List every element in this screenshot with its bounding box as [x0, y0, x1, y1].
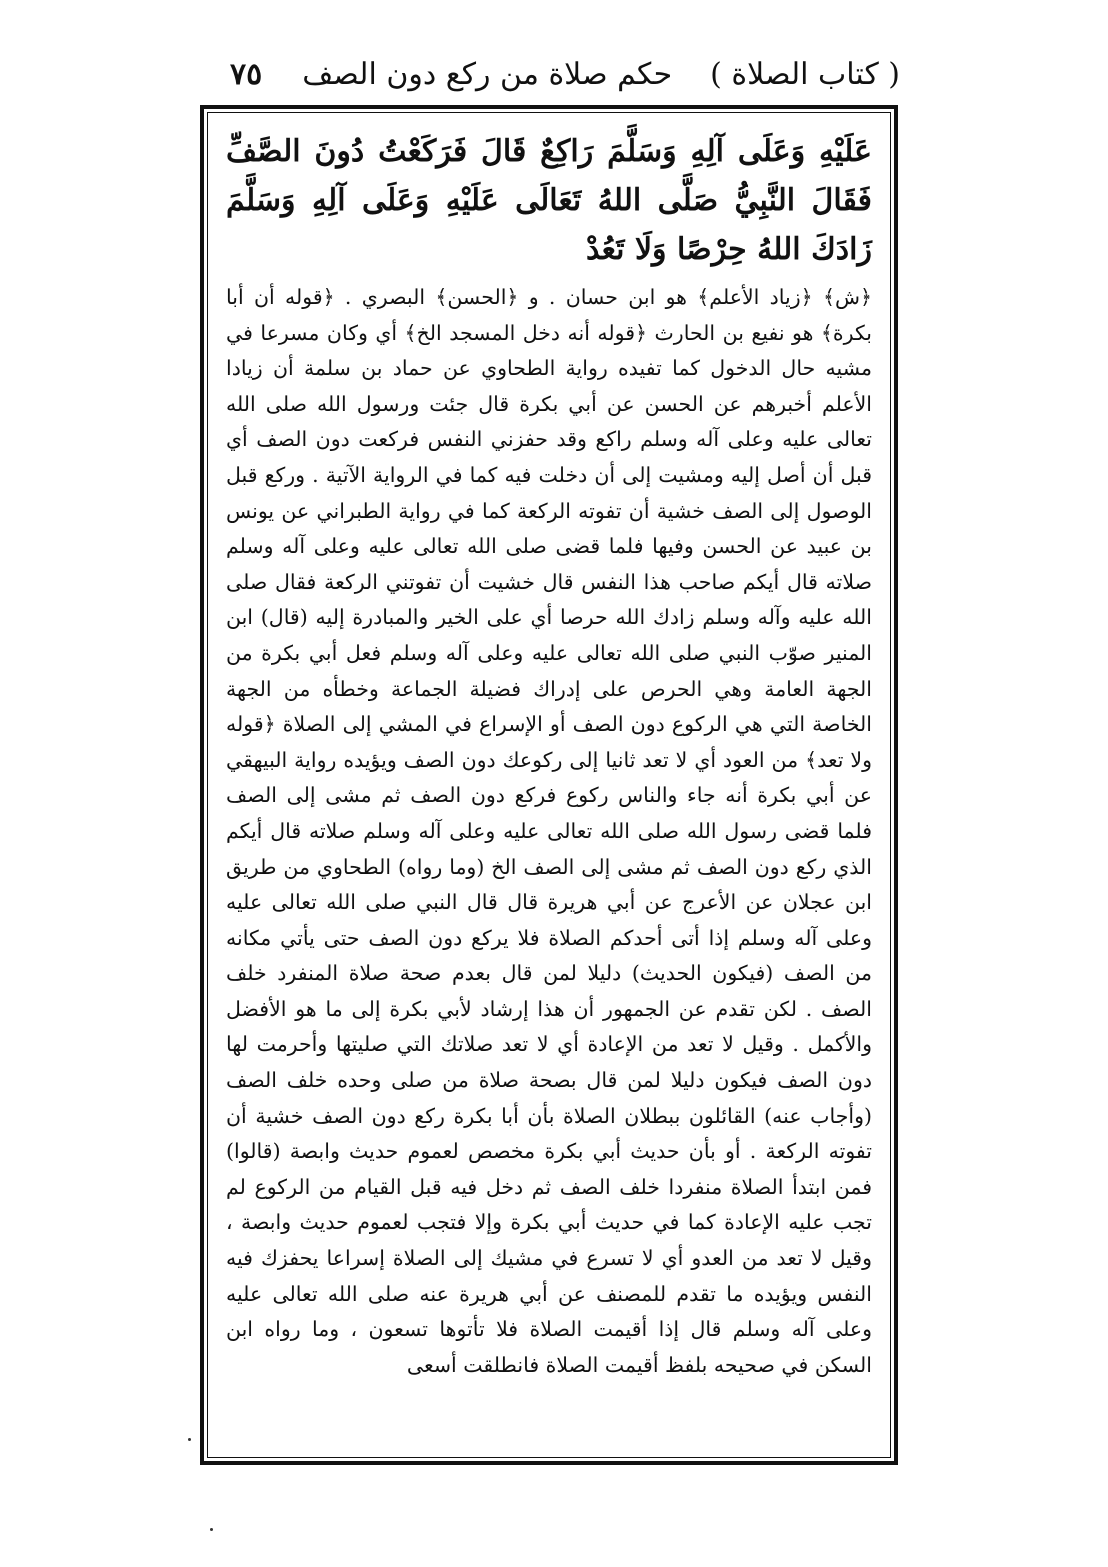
page-number: ٧٥: [230, 57, 263, 92]
commentary-text: ﴿ش﴾ ﴿زياد الأعلم﴾ هو ابن حسان . و ﴿الحسن﴾ البصري . ﴿قوله أن أبا بكرة﴾ هو نفيع بن الحارث ﴿قوله أنه دخل المسجد الخ﴾ أي وكان مسرعا في مشيه حال الدخول كما تفيده رواية الطحاوي عن حماد بن سلمة أن زيادا الأعلم أخبرهم عن الحسن عن أبي بكرة قال جئت ورسول الله صلى الله تعالى عليه وعلى آله وسلم راكع وقد حفزني النفس فركعت دون الصف أي قبل أن أصل إليه ومشيت إلى أن دخلت فيه كما في الرواية الآتية . وركع قبل الوصول إلى الصف خشية أن تفوته الركعة كما في رواية الطبراني عن يونس بن عبيد عن الحسن وفيها فلما قضى صلى الله تعالى عليه وعلى آله وسلم صلاته قال أيكم صاحب هذا النفس قال خشيت أن تفوتني الركعة فقال صلى الله عليه وآله وسلم زادك الله حرصا أي على الخير والمبادرة إليه (قال) ابن المنير صوّب النبي صلى الله تعالى عليه وعلى آله وسلم فعل أبي بكرة من الجهة العامة وهي الحرص على إدراك فضيلة الجماعة وخطأه من الجهة الخاصة التي هي الركوع دون الصف أو الإسراع في المشي إلى الصلاة ﴿قوله ولا تعد﴾ من العود أي لا تعد ثانيا إلى ركوعك دون الصف ويؤيده رواية البيهقي عن أبي بكرة أنه جاء والناس ركوع فركع دون الصف ثم مشى إلى الصف فلما قضى رسول الله صلى الله تعالى عليه وعلى آله وسلم صلاته قال أيكم الذي ركع دون الصف ثم مشى إلى الصف الخ (وما رواه) الطحاوي من طريق ابن عجلان عن الأعرج عن أبي هريرة قال قال النبي صلى الله تعالى عليه وعلى آله وسلم إذا أتى أحدكم الصلاة فلا يركع دون الصف حتى يأتي مكانه من الصف (فيكون الحديث) دليلا لمن قال بعدم صحة صلاة المنفرد خلف الصف . لكن تقدم عن الجمهور أن هذا إرشاد لأبي بكرة إلى ما هو الأفضل والأكمل . وقيل لا تعد من الإعادة أي لا تعد صلاتك التي صليتها وأحرمت لها دون الصف فيكون دليلا لمن قال بصحة صلاة من صلى وحده خلف الصف (وأجاب عنه) القائلون ببطلان الصلاة بأن أبا بكرة ركع دون الصف خشية أن تفوته الركعة . أو بأن حديث أبي بكرة مخصص لعموم حديث وابصة (قالوا) فمن ابتدأ الصلاة منفردا خلف الصف ثم دخل فيه قبل القيام من الركوع لم تجب عليه الإعادة كما في حديث أبي بكرة وإلا فتجب لعموم حديث وابصة ، وقيل لا تعد من العدو أي لا تسرع في مشيك إلى الصلاة إسراعا يحفزك فيه النفس ويؤيده ما تقدم للمصنف عن أبي هريرة عنه صلى الله تعالى عليه وعلى آله وسلم قال إذا أقيمت الصلاة فلا تأتوها تسعون ، وما رواه ابن السكن في صحيحه بلفظ أقيمت الصلاة فانطلقت أسعى: [226, 285, 872, 1377]
scan-speck: [188, 1438, 191, 1441]
book-title: ( كتاب الصلاة ): [710, 57, 900, 92]
text-area: [207, 112, 891, 1458]
scan-speck: [210, 1528, 213, 1531]
chapter-title: حكم صلاة من ركع دون الصف: [302, 57, 673, 92]
page-header: [230, 52, 900, 102]
page-frame: [200, 105, 898, 1465]
hadith-text: عَلَيْهِ وَعَلَى آلِهِ وَسَلَّمَ رَاكِعٌ قَالَ فَرَكَعْتُ دُونَ الصَّفِّ فَقَالَ النَّبِيُّ صَلَّى اللهُ تَعَالَى عَلَيْهِ وَعَلَى آلِهِ وَسَلَّمَ زَادَكَ اللهُ حِرْصًا وَلَا تَعُدْ: [226, 134, 872, 267]
running-title: [302, 52, 900, 98]
